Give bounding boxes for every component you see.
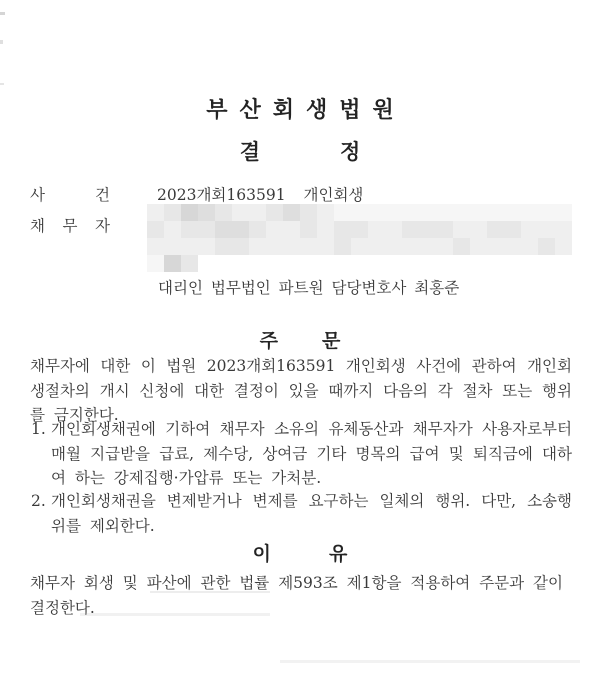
scan-artifact — [0, 12, 5, 15]
reason-heading-char-2: 유 — [329, 543, 348, 565]
debtor-name-redaction — [147, 204, 572, 272]
reason-heading — [0, 539, 600, 566]
scan-artifact — [0, 40, 3, 44]
order-heading-char-2: 문 — [322, 330, 341, 352]
scan-artifact — [0, 83, 4, 85]
debtor-label-char-3: 자 — [95, 217, 110, 235]
debtor-label-char-1: 채 — [30, 217, 45, 235]
reason-heading-char-1: 이 — [252, 543, 271, 565]
order-heading — [0, 326, 600, 353]
case-value — [157, 183, 363, 205]
scan-smudge — [280, 660, 580, 663]
order-item-1-number: 1. — [31, 420, 46, 438]
order-item-2-number: 2. — [31, 492, 46, 510]
case-type: 개인회생 — [303, 186, 364, 204]
decision-char-2: 정 — [340, 139, 361, 164]
case-label-char-1: 사 — [30, 186, 45, 204]
case-label — [30, 183, 110, 205]
debtor-label-char-2: 무 — [62, 217, 78, 235]
decision-char-1: 결 — [239, 139, 260, 164]
order-item-2-text: 개인회생채권을 변제받거나 변제를 요구하는 일체의 행위. 다만, 소송행위를 제외한다. — [51, 492, 572, 535]
representative-line: 대리인 법무법인 파트원 담당변호사 최홍준 — [158, 279, 460, 297]
reason-paragraph: 채무자 회생 및 파산에 관한 법률 제593조 제1항을 적용하여 주문과 같이 결정한다. — [30, 574, 563, 617]
case-label-char-2: 건 — [95, 186, 110, 204]
court-name-title: 부산회생법원 — [206, 97, 406, 123]
order-item-1 — [31, 417, 572, 491]
order-heading-char-1: 주 — [259, 330, 278, 352]
document-type-title — [0, 136, 600, 166]
case-row — [30, 183, 363, 205]
order-item-1-text: 개인회생채권에 기하여 채무자 소유의 유체동산과 채무자가 사용자로부터 매월 지급받을 급료, 제수당, 상여금 기타 명목의 급여 및 퇴직금에 대하여 하는 강제집행·가압류 또는 가처분. — [51, 420, 572, 487]
case-number: 2023개회163591 — [157, 186, 286, 204]
order-item-2 — [31, 489, 572, 538]
debtor-row — [30, 214, 110, 236]
order-intro-paragraph: 채무자에 대한 이 법원 2023개회163591 개인회생 사건에 관하여 개인회생절차의 개시 신청에 대한 결정이 있을 때까지 다음의 각 절차 또는 행위를 금지한다. — [30, 357, 572, 424]
debtor-label — [30, 214, 110, 236]
